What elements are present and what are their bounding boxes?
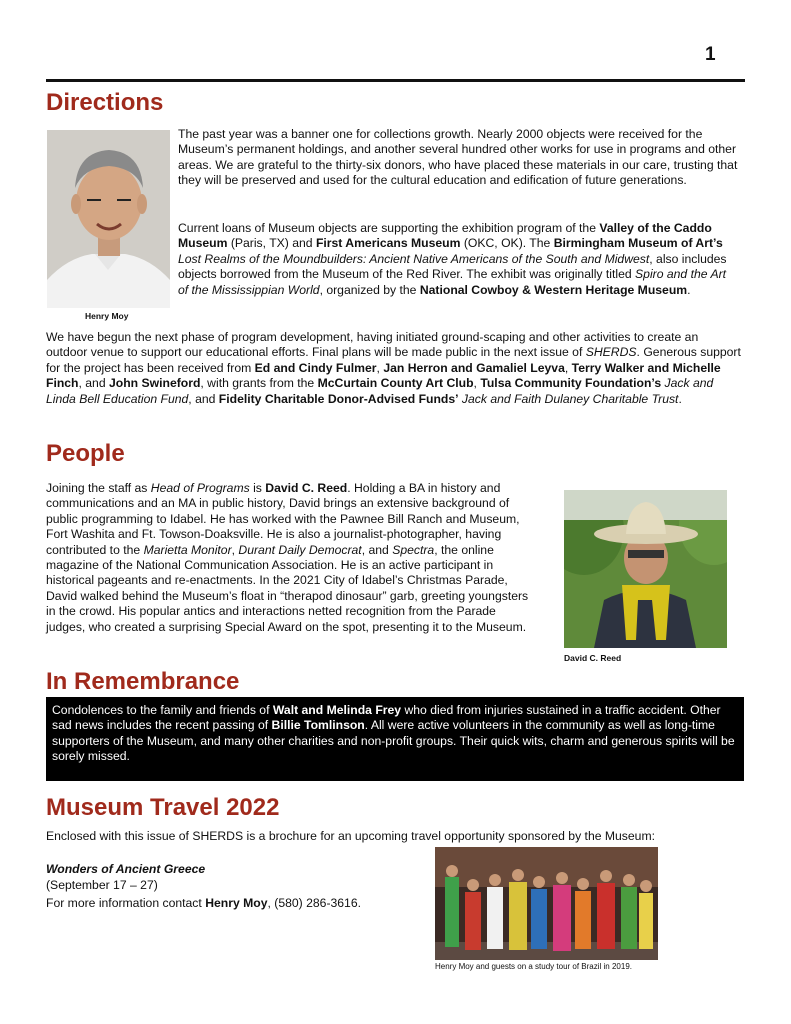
brazil-tour-photo (435, 847, 658, 960)
remembrance-box (46, 697, 744, 781)
brazil-tour-caption: Henry Moy and guests on a study tour of Brazil in 2019. (435, 962, 632, 971)
henry-moy-photo (47, 130, 170, 308)
header-rule (46, 79, 745, 82)
travel-intro: Enclosed with this issue of SHERDS is a brochure for an upcoming travel opportunity sponsored by the Museum: (46, 829, 656, 843)
henry-moy-caption: Henry Moy (85, 311, 129, 321)
directions-paragraph-2: Current loans of Museum objects are supporting the exhibition program of the Valley of the Caddo Museum (Paris, TX) and First Americans Museum (OKC, OK). The Birmingham Museum of Art’s Lost Realms of the Moundbuilders: Ancient Native Americans of the South and Midwest, also includes objects borrowed from the Museum of the Red River. The exhibit was originally titled Spiro and the Art of the Mississippian World, organized by the National Cowboy & Western Heritage Museum. (178, 221, 727, 297)
remembrance-paragraph: Condolences to the family and friends of Walt and Melinda Frey who died from injuries sustained in a traffic accident. Other sad news includes the recent passing of Billie Tomlinson. All were active volunteers in the community as well as long-time supporters of the Museum, and many other charities and non-profit groups. Their quick wits, charm and generous spirits will be sorely missed. (52, 703, 735, 764)
directions-heading: Directions (46, 89, 164, 116)
travel-trip-title: Wonders of Ancient Greece (46, 862, 206, 876)
page-number: 1 (705, 44, 716, 65)
people-paragraph: Joining the staff as Head of Programs is David C. Reed. Holding a BA in history and communications and an MA in public history, David brings an extensive background of public programming to Idabel. He has worked with the Pawnee Bill Ranch and Museum, Fort Washita and Ft. Towson-Doaksville. He is also a journalist-photographer, having contributed to the Marietta Monitor, Durant Daily Democrat, and Spectra, the online magazine of the National Communication Association. He is an active participant in historical pageants and re-enactments. In the 2021 City of Idabel’s Christmas Parade, David walked behind the Museum’s float in “therapod dinosaur” garb, greeting youngsters in the crowd. His popular antics and interactions netted recognition from the Parade judges, who created a surprising Special Award on the spot, presenting it to the Museum. (46, 481, 529, 634)
people-heading: People (46, 440, 125, 467)
travel-heading: Museum Travel 2022 (46, 794, 280, 821)
travel-trip-dates: (September 17 – 27) (46, 878, 158, 892)
travel-contact: For more information contact Henry Moy, (580) 286-3616. (46, 896, 362, 910)
david-reed-caption: David C. Reed (564, 653, 622, 663)
directions-paragraph-1: The past year was a banner one for collections growth. Nearly 2000 objects were received for the Museum’s permanent holdings, and another several hundred other works for use in programs and other areas. We are grateful to the thirty-six donors, who have placed these materials in our care, trusting that they will be preserved and used for the cultural education and edification of future generations. (178, 127, 738, 188)
remembrance-heading: In Remembrance (46, 668, 240, 695)
directions-paragraph-3: We have begun the next phase of program development, having initiated ground-scaping and other activities to create an outdoor venue to support our educational efforts. Final plans will be made public in the next issue of SHERDS. Generous support for the project has been received from Ed and Cindy Fulmer, Jan Herron and Gamaliel Leyva, Terry Walker and Michelle Finch, and John Swineford, with grants from the McCurtain County Art Club, Tulsa Community Foundation’s Jack and Linda Bell Education Fund, and Fidelity Charitable Donor-Advised Funds’ Jack and Faith Dulaney Charitable Trust. (46, 330, 741, 406)
david-reed-photo (564, 490, 727, 648)
